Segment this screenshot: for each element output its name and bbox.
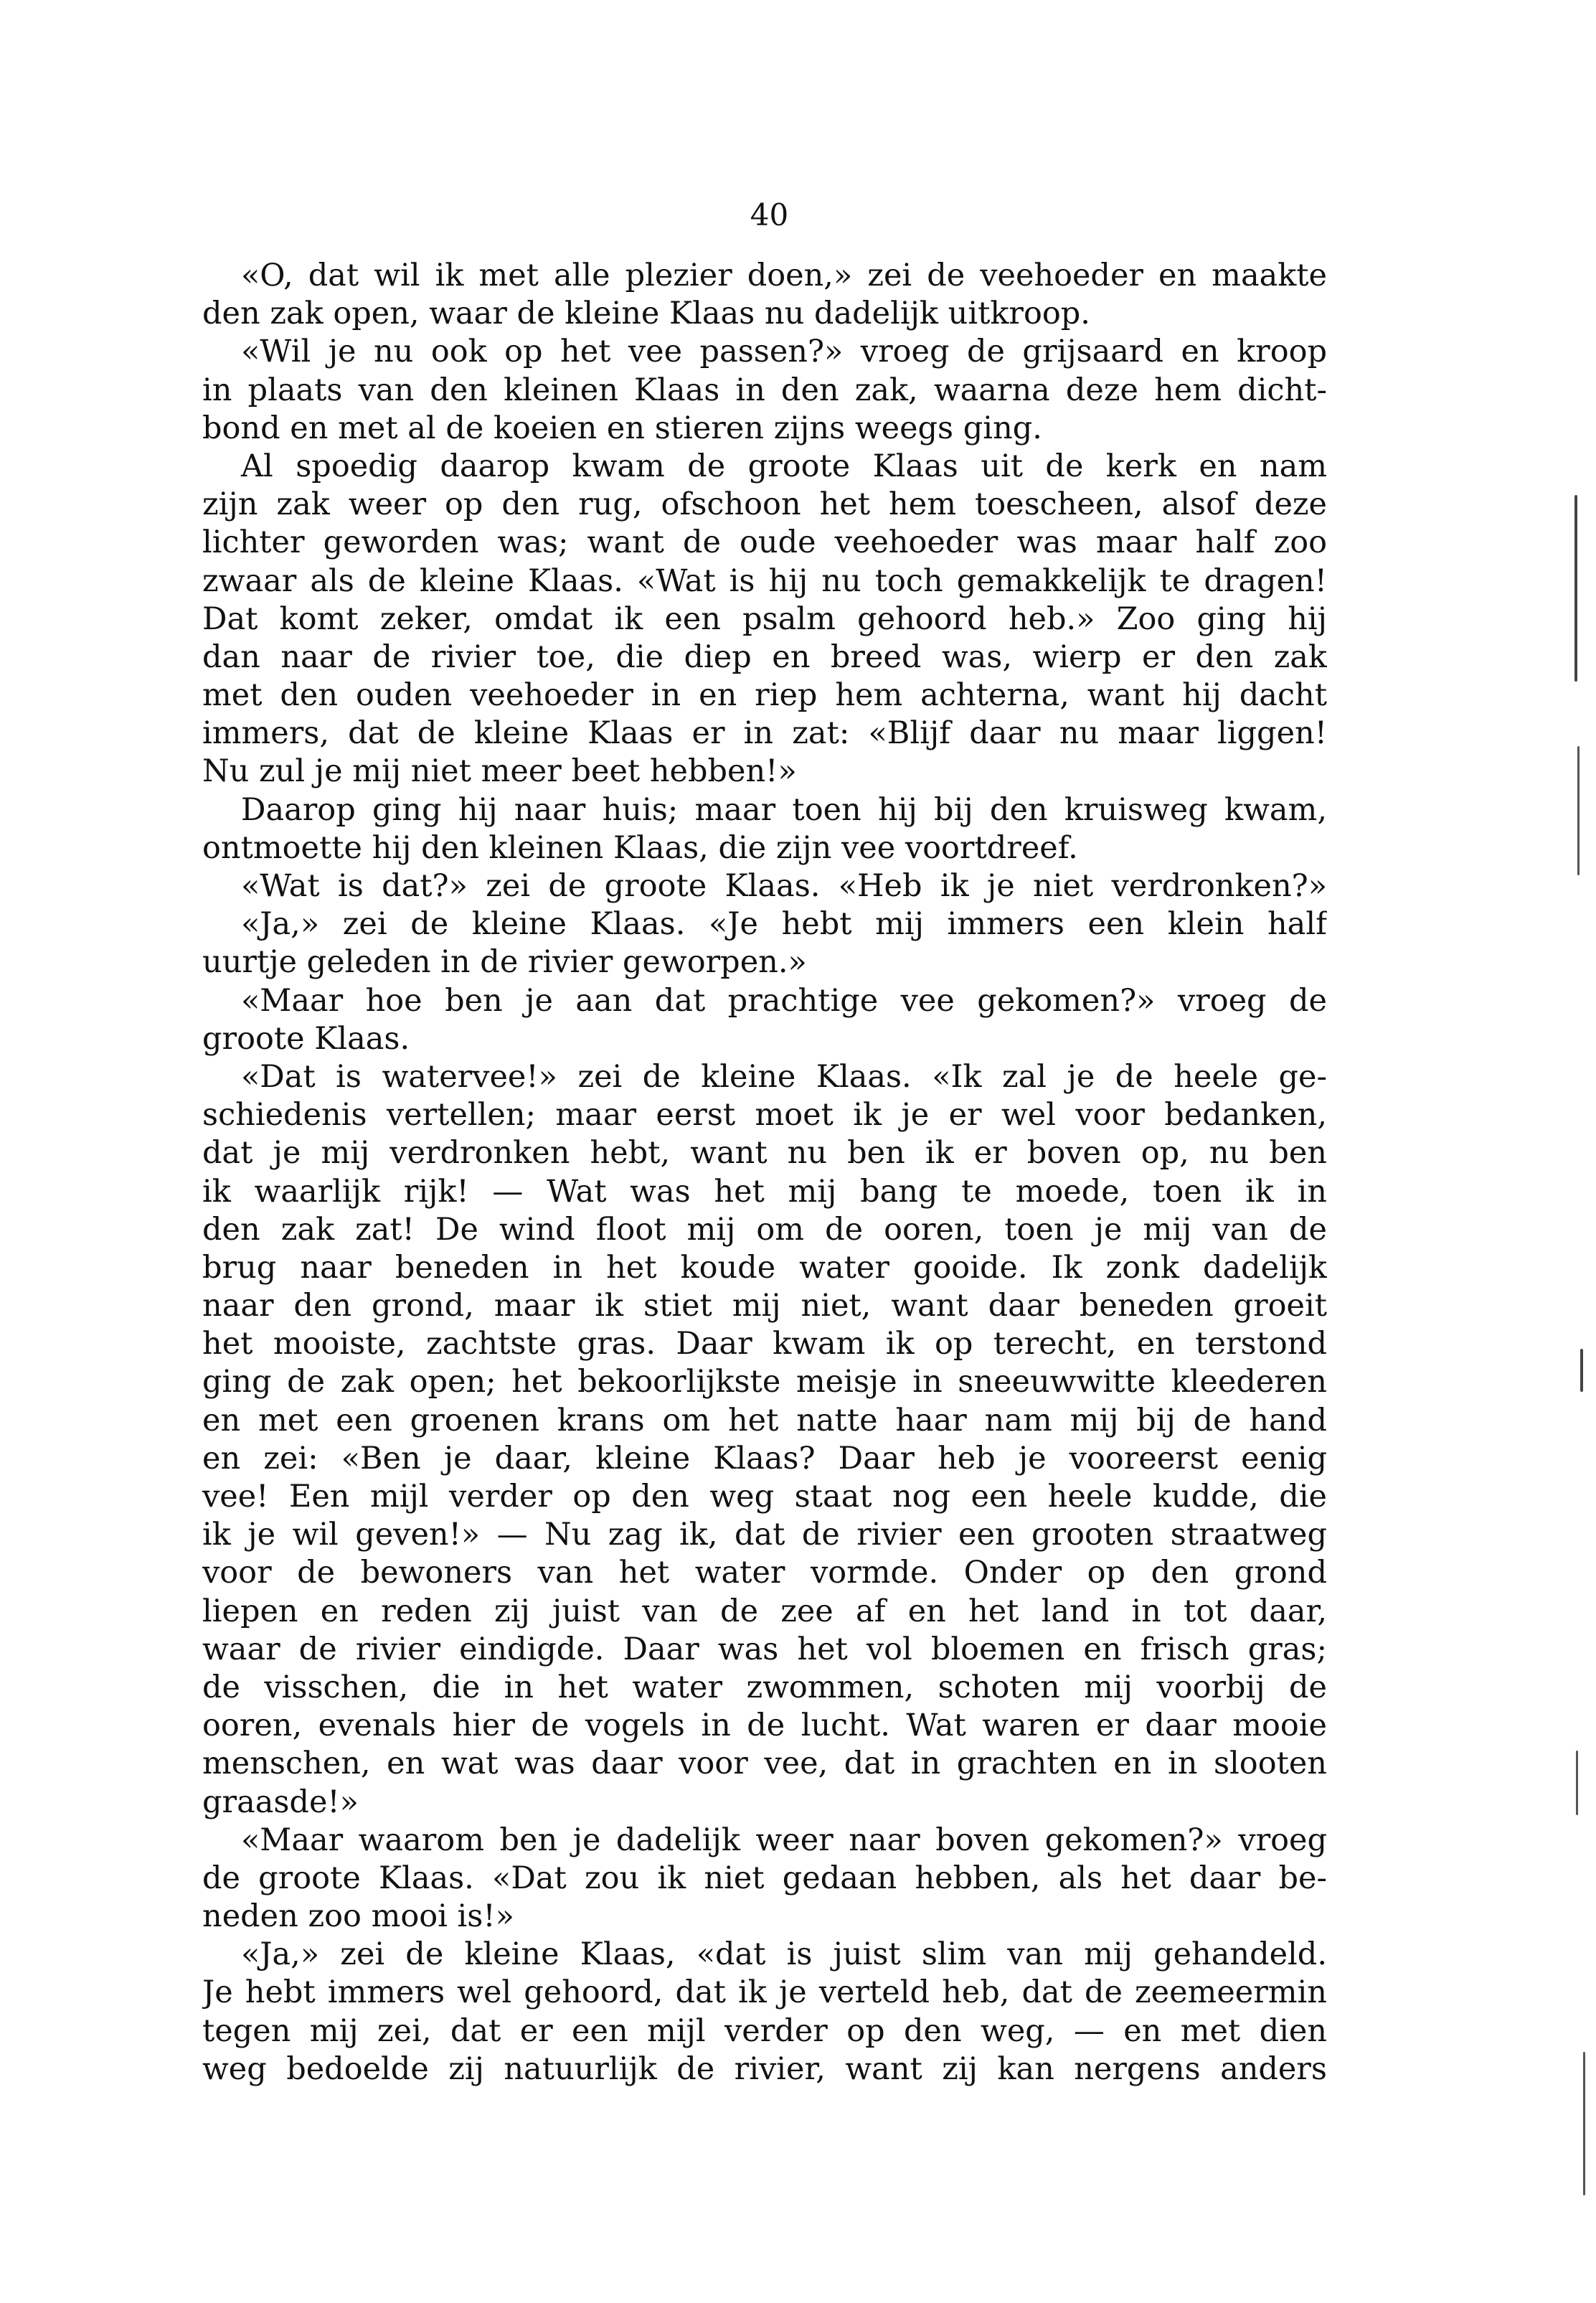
text-line: den zak open, waar de kleine Klaas nu dadelijk uitkroop. (202, 296, 1090, 332)
text-line: graasde!» (202, 1784, 359, 1820)
text-line: de groote Klaas. «Dat zou ik niet gedaan hebben, als het daar be- (202, 1860, 1327, 1896)
text-line: bond en met al de koeien en stieren zijns weegs ging. (202, 410, 1042, 446)
text-line: uurtje geleden in de rivier geworpen.» (202, 944, 807, 981)
text-line: «Ja,» zei de kleine Klaas. «Je hebt mij immers een klein half (241, 906, 1327, 943)
text-line: «Wat is dat?» zei de groote Klaas. «Heb ik je niet verdronken?» (241, 868, 1327, 904)
text-line: schiedenis vertellen; maar eerst moet ik je er wel voor bedanken, (202, 1097, 1327, 1134)
text-line: en zei: «Ben je daar, kleine Klaas? Daar heb je vooreerst eenig (202, 1440, 1327, 1477)
text-line: de visschen, die in het water zwommen, schoten mij voorbij de (202, 1669, 1327, 1705)
text-line: voor de bewoners van het water vormde. Onder op den grond (202, 1555, 1327, 1591)
scan-margin-marks (1567, 0, 1596, 2303)
text-line: vee! Een mijl verder op den weg staat nog een heele kudde, die (202, 1479, 1327, 1515)
text-line: neden zoo mooi is!» (202, 1898, 514, 1935)
text-line: Al spoedig daarop kwam de groote Klaas uit de kerk en nam (241, 448, 1327, 484)
text-line: «Maar hoe ben je aan dat prachtige vee gekomen?» vroeg de (241, 982, 1327, 1019)
text-line: zwaar als de kleine Klaas. «Wat is hij nu toch gemakkelijk te dragen! (202, 562, 1327, 599)
text-line: ging de zak open; het bekoorlijkste meisje in sneeuwwitte kleederen (202, 1364, 1327, 1400)
text-line: «Dat is watervee!» zei de kleine Klaas. «Ik zal je de heele ge- (241, 1058, 1327, 1095)
text-line: en met een groenen krans om het natte haar nam mij bij de hand (202, 1402, 1327, 1438)
text-line: tegen mij zei, dat er een mijl verder op den weg, — en met dien (202, 2012, 1327, 2049)
text-line: ontmoette hij den kleinen Klaas, die zijn vee voortdreef. (202, 829, 1078, 866)
text-line: Daarop ging hij naar huis; maar toen hij bij den kruisweg kwam, (241, 791, 1327, 828)
text-line: lichter geworden was; want de oude veehoeder was maar half zoo (202, 524, 1327, 561)
text-line: zijn zak weer op den rug, ofschoon het hem toescheen, alsof deze (202, 486, 1327, 523)
text-line: naar den grond, maar ik stiet mij niet, want daar beneden groeit (202, 1288, 1327, 1324)
text-line: «Wil je nu ook op het vee passen?» vroeg de grijsaard en kroop (241, 334, 1327, 370)
body-text (202, 257, 1327, 2088)
text-line: waar de rivier eindigde. Daar was het vol bloemen en frisch gras; (202, 1631, 1327, 1667)
text-line: dat je mij verdronken hebt, want nu ben ik er boven op, nu ben (202, 1135, 1327, 1172)
text-line: den zak zat! De wind floot mij om de ooren, toen je mij van de (202, 1211, 1327, 1248)
text-line: met den ouden veehoeder in en riep hem achterna, want hij dacht (202, 677, 1327, 714)
text-line: «O, dat wil ik met alle plezier doen,» zei de veehoeder en maakte (241, 258, 1327, 293)
text-line: «Maar waarom ben je dadelijk weer naar boven gekomen?» vroeg (241, 1822, 1327, 1858)
text-line: immers, dat de kleine Klaas er in zat: «Blijf daar nu maar liggen! (202, 715, 1327, 752)
text-line: groote Klaas. (202, 1020, 410, 1057)
page-number: 40 (750, 197, 789, 232)
text-line: ooren, evenals hier de vogels in de lucht. Wat waren er daar mooie (202, 1708, 1327, 1744)
text-line: «Ja,» zei de kleine Klaas, «dat is juist slim van mij gehandeld. (241, 1936, 1327, 1973)
text-line: Nu zul je mij niet meer beet hebben!» (202, 753, 797, 790)
text-line: het mooiste, zachtste gras. Daar kwam ik op terecht, en terstond (202, 1326, 1327, 1362)
text-line: ik je wil geven!» — Nu zag ik, dat de rivier een grooten straatweg (202, 1517, 1327, 1553)
text-line: ik waarlijk rijk! — Wat was het mij bang te moede, toen ik in (202, 1173, 1327, 1210)
text-line: weg bedoelde zij natuurlijk de rivier, want zij kan nergens anders (202, 2050, 1327, 2087)
text-line: menschen, en wat was daar voor vee, dat in grachten en in slooten (202, 1746, 1327, 1782)
text-line: brug naar beneden in het koude water gooide. Ik zonk dadelijk (202, 1249, 1327, 1286)
text-line: Dat komt zeker, omdat ik een psalm gehoord heb.» Zoo ging hij (202, 601, 1327, 637)
text-line: Je hebt immers wel gehoord, dat ik je verteld heb, dat de zeemeermin (202, 1974, 1327, 2011)
text-line: dan naar de rivier toe, die diep en breed was, wierp er den zak (202, 639, 1327, 675)
text-line: liepen en reden zij juist van de zee af en het land in tot daar, (202, 1593, 1327, 1629)
text-line: in plaats van den kleinen Klaas in den zak, waarna deze hem dicht- (202, 372, 1327, 408)
